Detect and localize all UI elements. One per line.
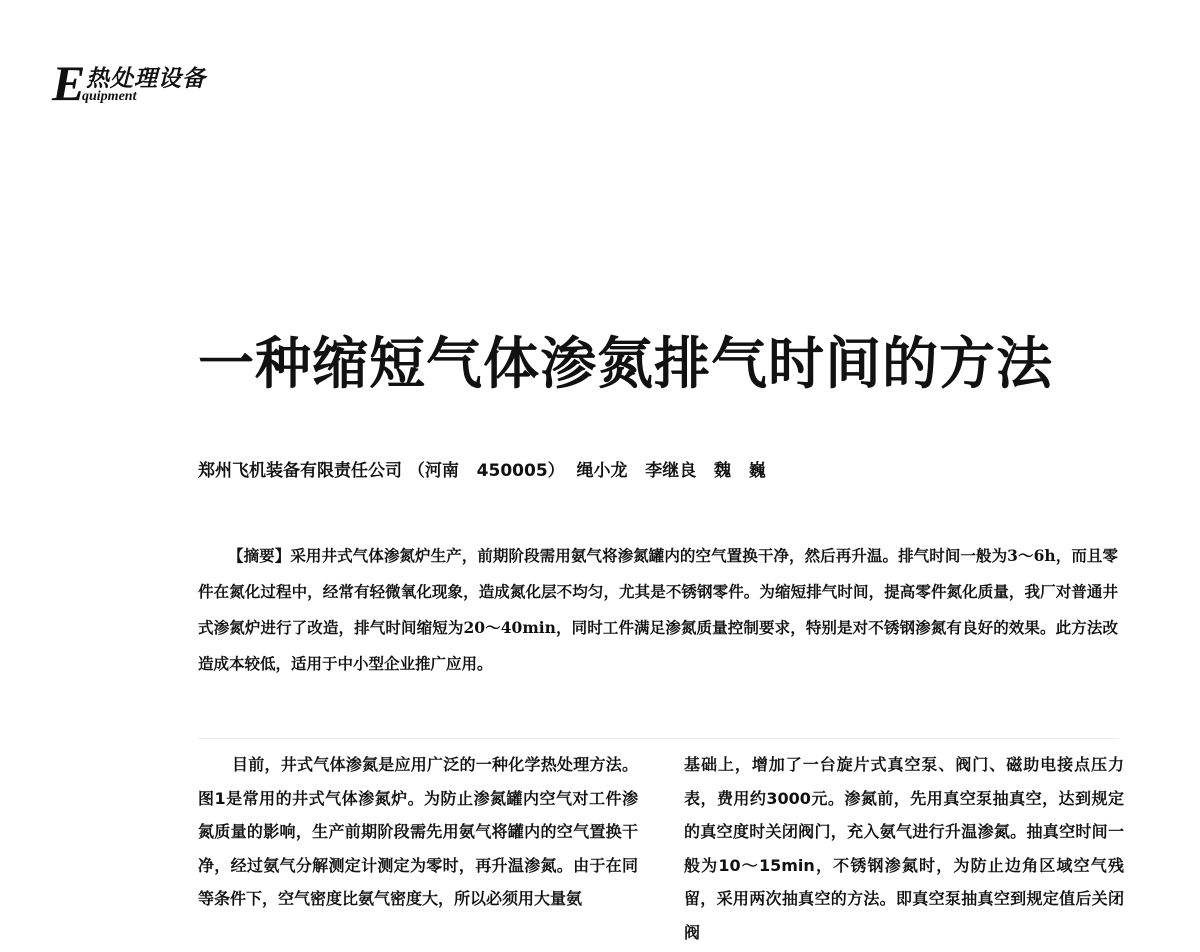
abstract xyxy=(198,538,1118,682)
article-title: 一种缩短气体渗氮排气时间的方法 xyxy=(198,331,1053,397)
section-logo xyxy=(52,55,272,118)
logo-letter: E xyxy=(52,55,86,111)
body-column-left: 目前，井式气体渗氮是应用广泛的一种化学热处理方法。图1是常用的井式气体渗氮炉。为防止渗氮罐内空气对工件渗氮质量的影响，生产前期阶段需先用氨气将罐内的空气置换干净，经过氨气分解测定计测定为零时，再升温渗氮。由于在同等条件下，空气密度比氨气密度大，所以必须用大量氨 xyxy=(198,755,638,909)
section-title-cn: 热处理设备 xyxy=(86,66,206,92)
author-affiliation: 郑州飞机装备有限责任公司 （河南 450005） 绳小龙 李继良 魏 巍 xyxy=(198,461,766,481)
divider xyxy=(198,738,1118,739)
abstract-label: 【摘要】 xyxy=(228,547,291,565)
section-title-en: quipment xyxy=(82,89,137,104)
body-column-right: 基础上，增加了一台旋片式真空泵、阀门、磁助电接点压力表，费用约3000元。渗氮前，先用真空泵抽真空，达到规定的真空度时关闭阀门，充入氨气进行升温渗氮。抽真空时间一般为10～15min，不锈钢渗氮时，为防止边角区域空气残留，采用两次抽真空的方法。即真空泵抽真空到规定值后关闭阀 xyxy=(684,755,1124,942)
abstract-text: 采用井式气体渗氮炉生产，前期阶段需用氨气将渗氮罐内的空气置换干净，然后再升温。排气时间一般为3～6h，而且零件在氮化过程中，经常有轻微氧化现象，造成氮化层不均匀，尤其是不锈钢零件。为缩短排气时间，提高零件氮化质量，我厂对普通井式渗氮炉进行了改造，排气时间缩短为20～40min，同时工件满足渗氮质量控制要求，特别是对不锈钢渗氮有良好的效果。此方法改造成本较低，适用于中小型企业推广应用。 xyxy=(198,546,1118,673)
